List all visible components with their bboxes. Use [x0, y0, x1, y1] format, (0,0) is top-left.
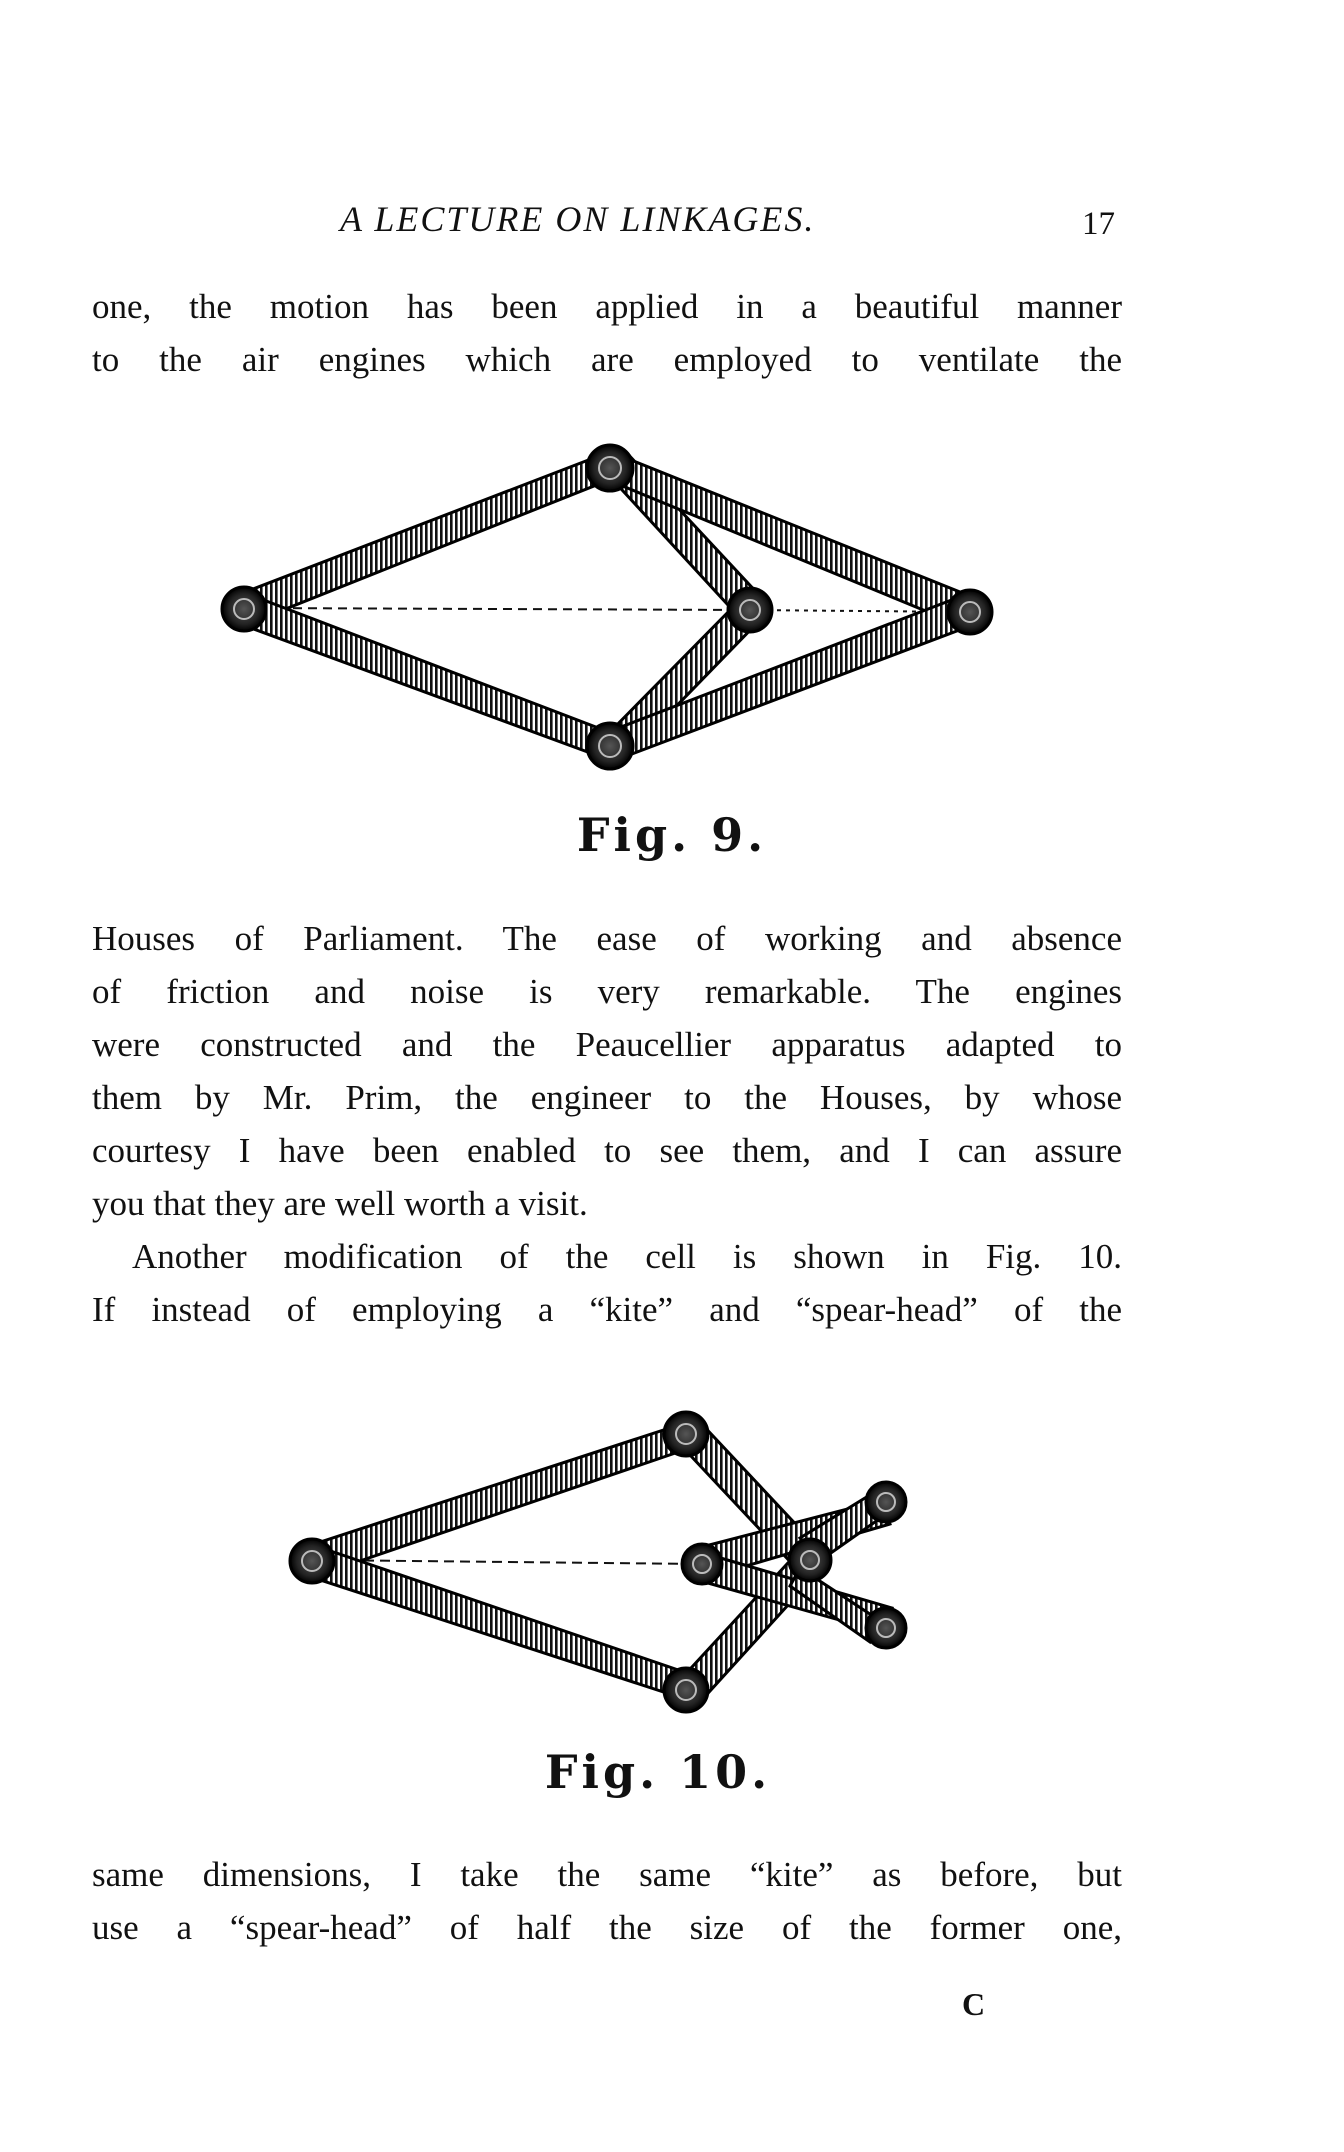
- text-line: them by Mr. Prim, the engineer to the Houses, by whose: [92, 1078, 1122, 1117]
- paragraph-2: [92, 912, 1122, 1230]
- joint: [866, 1482, 906, 1522]
- running-title: A LECTURE ON LINKAGES.: [340, 199, 816, 239]
- text-line: one, the motion has been applied in a beautiful manner: [92, 287, 1122, 326]
- running-head: [0, 198, 1344, 248]
- link-bars: [240, 450, 970, 760]
- text-line: to the air engines which are employed to ventilate the: [92, 340, 1122, 379]
- text-line: courtesy I have been enabled to see them, and I can assure: [92, 1131, 1122, 1170]
- joint: [222, 587, 266, 631]
- signature-mark: C: [962, 1986, 986, 2022]
- joint: [664, 1412, 708, 1456]
- joint: [587, 445, 633, 491]
- link-bar: [240, 454, 614, 624]
- paragraph-1: [92, 280, 1122, 386]
- guide-line: [316, 1560, 700, 1564]
- guide-line: [248, 608, 750, 610]
- joint: [290, 1539, 334, 1583]
- text-line: of friction and noise is very remarkable. The engines: [92, 972, 1122, 1011]
- figure-10-linkage-diagram: [270, 1390, 950, 1740]
- joint: [682, 1544, 722, 1584]
- text-line: If instead of employing a “kite” and “spear-head” of the: [92, 1290, 1122, 1329]
- text-line: Another modification of the cell is shown in Fig. 10.: [132, 1237, 1122, 1276]
- link-bar: [240, 594, 614, 758]
- figure-9-linkage-diagram: [200, 430, 1020, 790]
- joint: [587, 723, 633, 769]
- page-number: 17: [1082, 206, 1115, 242]
- paragraph-3: [92, 1230, 1122, 1336]
- text-line: you that they are well worth a visit.: [92, 1184, 588, 1223]
- link-bar: [308, 1546, 690, 1698]
- text-line: use a “spear-head” of half the size of the former one,: [92, 1908, 1122, 1947]
- joint: [664, 1668, 708, 1712]
- joint: [866, 1608, 906, 1648]
- text-line: same dimensions, I take the same “kite” as before, but: [92, 1855, 1122, 1894]
- figure-9-caption: Fig. 9.: [576, 808, 768, 862]
- text-line: Houses of Parliament. The ease of working and absence: [92, 919, 1122, 958]
- figure-10-caption: Fig. 10.: [544, 1745, 772, 1799]
- text-line: were constructed and the Peaucellier apparatus adapted to: [92, 1025, 1122, 1064]
- link-bar: [308, 1424, 690, 1576]
- joint: [728, 588, 772, 632]
- link-bar: [608, 454, 970, 626]
- joint: [789, 1539, 831, 1581]
- joints: [222, 445, 992, 769]
- joint: [948, 590, 992, 634]
- paragraph-4: [92, 1848, 1122, 1954]
